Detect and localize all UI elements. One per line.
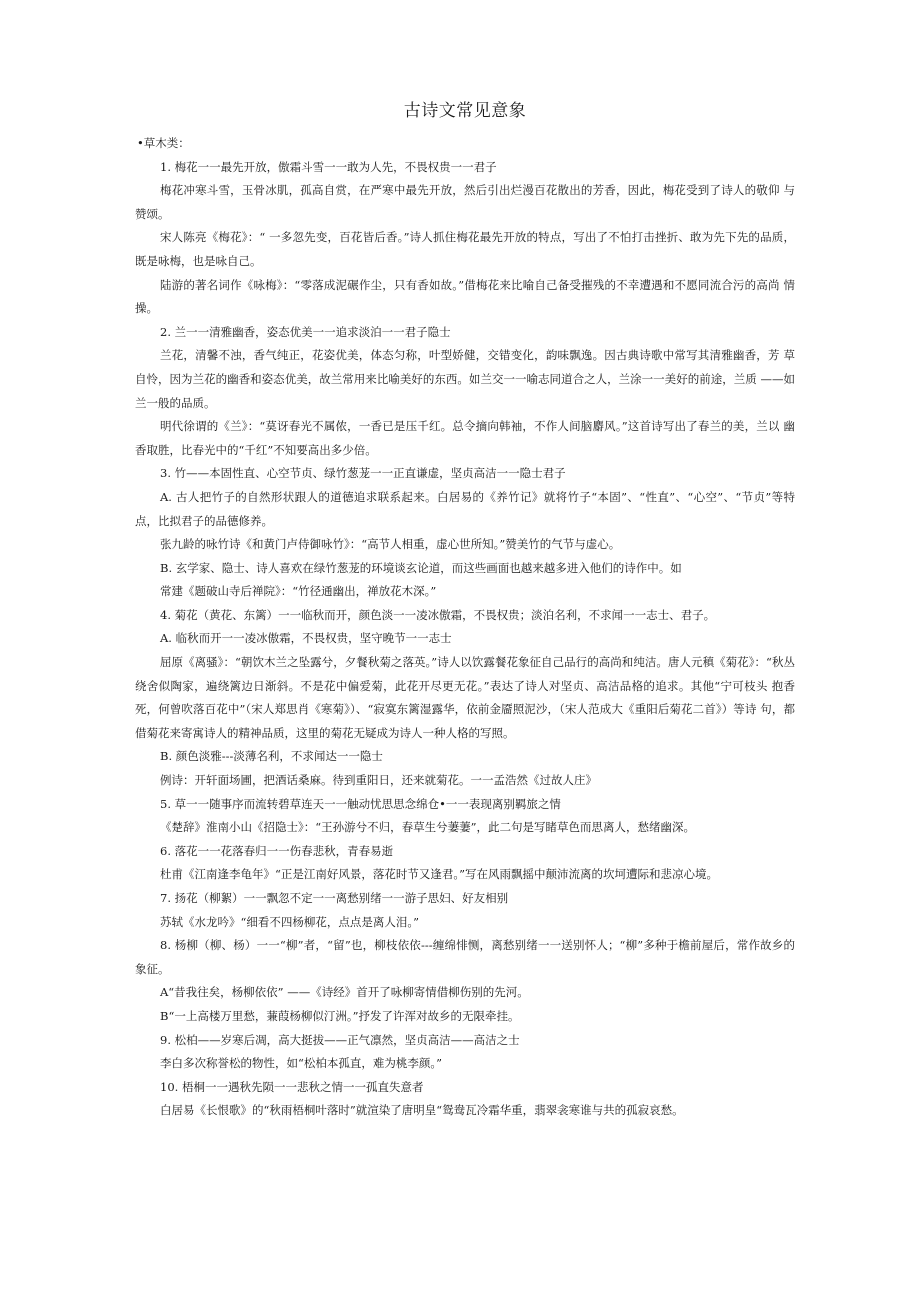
paragraph: 宋人陈亮《梅花》：“ 一多忽先变，百花皆后香。”诗人抓住梅花最先开放的特点，写出了不怕打击挫折、敢为先下先的品质，既是咏梅，也是咏自己。 [135, 230, 795, 268]
paragraph: 《楚辞》淮南小山《招隐士》：“王孙游兮不归，春草生兮萋萋”，此二句是写睹草色而思离人，愁绪幽深。 [160, 820, 696, 835]
paragraph: A“昔我往矣，杨柳依依” ——《诗经》首开了咏柳寄情借柳伤别的先河。 [160, 985, 529, 1000]
paragraph: •草木类： [137, 136, 190, 150]
paragraph: 杜甫《江南逢李龟年》“正是江南好风景，落花时节又逢君。”写在风雨飘摇中颠沛流离的坎坷遭际和悲凉心境。 [160, 867, 719, 882]
paragraph: 白居易《长恨歌》的“秋雨梧桐叶落时”就渲染了唐明皇“鸳鸯瓦冷霜华重，翡翠衾寒谁与共的孤寂哀愁。 [160, 1103, 684, 1118]
paragraph: 7. 扬花（柳絮）一一飘忽不定一一离愁别绪一一游子思妇、好友相别 [160, 891, 509, 905]
paragraph: B“一上高楼万里愁，蒹葭杨柳似汀洲。”抒发了许浑对故乡的无限牵挂。 [160, 1008, 520, 1023]
paragraph: B. 颜色淡雅---淡薄名利，不求闻达一一隐士 [160, 749, 383, 764]
paragraph: 6. 落花一一花落春归一一伤春悲秋，青春易逝 [160, 843, 394, 858]
paragraph: 1. 梅花一一最先开放，傲霜斗雪一一敢为人先，不畏权贵一一君子 [160, 159, 497, 174]
paragraph: B. 玄学家、隐士、诗人喜欢在绿竹葱茏的环境谈玄论道，而这些画面也越来越多进入他们的诗作中。如 [160, 560, 682, 575]
paragraph: 李白多次称誉松的物性，如“松柏本孤直，难为桃李颜。” [160, 1056, 443, 1071]
paragraph: 屈原《离骚》：“朝饮木兰之坠露兮，夕餐秋菊之落英。”诗人以饮露餐花象征自己品行的高尚和纯洁。唐人元稹《菊花》：“秋丛绕舍似陶家，遍绕篱边日渐斜。不是花中偏爱菊，此花开尽更无花。”表达了诗人对坚贞、高洁品格的追求。其他“宁可枝头 抱香死，何曾吹落百花中”（宋人郑思肖《寒菊》）、“寂寞东篱湿露华，依前金靥照泥沙，（宋人范成大《重阳后菊花二首》）等诗 句，都借菊花来寄寓诗人的精神品质，这里的菊花无疑成为诗人一种人格的写照。 [135, 655, 795, 740]
document-body [135, 98, 795, 1123]
paragraph: 5. 草一一随事序而流转碧草连天一一触动忧思思念绵仓•一一表现离别羁旅之情 [160, 796, 561, 811]
paragraph: 苏轼《水龙吟》“细看不四杨柳花，点点是离人泪。” [160, 914, 420, 929]
paragraph: 9. 松柏——岁寒后凋，高大挺拔——正气凛然，坚贞高洁——高洁之士 [160, 1032, 520, 1047]
paragraph: 兰花，清馨不浊，香气纯正，花姿优美，体态匀称，叶型娇健，交错变化，韵味飘逸。因古典诗歌中常写其清雅幽香，芳 草自怜，因为兰花的幽香和姿态优美，故兰常用来比喻美好的东西。如兰交一一喻志同道合之人，兰涂一一美好的前途，兰质 ——如兰一般的品质。 [135, 348, 795, 410]
paragraph: 例诗：开轩面场圃，把酒话桑麻。待到重阳日，还来就菊花。一一孟浩然《过故人庄》 [160, 773, 597, 788]
paragraph: 4. 菊花（黄花、东篱）一一临秋而开，颜色淡一一凌冰傲霜，不畏权贵；淡泊名利，不求闻一一志士、君子。 [160, 607, 716, 622]
paragraph: 10. 梧桐一一遇秋先陨一一悲秋之情一一孤直失意者 [160, 1079, 424, 1094]
paragraph: 梅花冲寒斗雪，玉骨冰肌，孤高自赏，在严寒中最先开放，然后引出烂漫百花散出的芳香，因此，梅花受到了诗人的敬仰 与赞颂。 [135, 183, 795, 221]
paragraph: 陆游的著名词作《咏梅》：“零落成泥碾作尘，只有香如故。”借梅花来比喻自己备受摧残的不幸遭遇和不愿同流合污的高尚 情操。 [135, 277, 795, 316]
paragraph: 常建《题破山寺后禅院》：“竹径通幽出，禅放花木深。” [160, 584, 437, 599]
document-title: 古诗文常见意象 [403, 101, 527, 121]
paragraph: 明代徐谓的《兰》：“莫讶春光不属侬，一香已是压千红。总令摘向韩袖，不作人间脑麝风。”这首诗写出了春兰的美，兰以 幽香取胜，比春光中的“千红”不知要高出多少倍。 [135, 419, 795, 457]
paragraph: 2. 兰一一清雅幽香，姿态优美一一追求淡泊一一君子隐士 [160, 324, 451, 339]
paragraph-list [135, 132, 795, 1123]
paragraph: A. 临秋而开一一凌冰傲霜，不畏权贵，坚守晚节一一志士 [160, 631, 452, 646]
paragraph: 3. 竹——本固性直、心空节贞、绿竹葱茏一一正直谦虚，坚贞高洁一一隐士君子 [160, 466, 566, 481]
paragraph: A. 古人把竹子的自然形状跟人的道德追求联系起来。白居易的《养竹记》就将竹子“本固”、“性直”、“心空”、“节贞”等特点，比拟君子的品德修养。 [135, 489, 795, 528]
paragraph: 8. 杨柳（柳、杨）一一“柳”者，“留”也，柳枝依依---缠绵悱恻，离愁别绪一一送别怀人；“柳”多种于檐前屋后，常作故乡的 象征。 [135, 938, 795, 976]
paragraph: 张九龄的咏竹诗《和黄门卢侍御咏竹》：“高节人相重，虚心世所知。”赞美竹的气节与虚心。 [160, 537, 621, 552]
